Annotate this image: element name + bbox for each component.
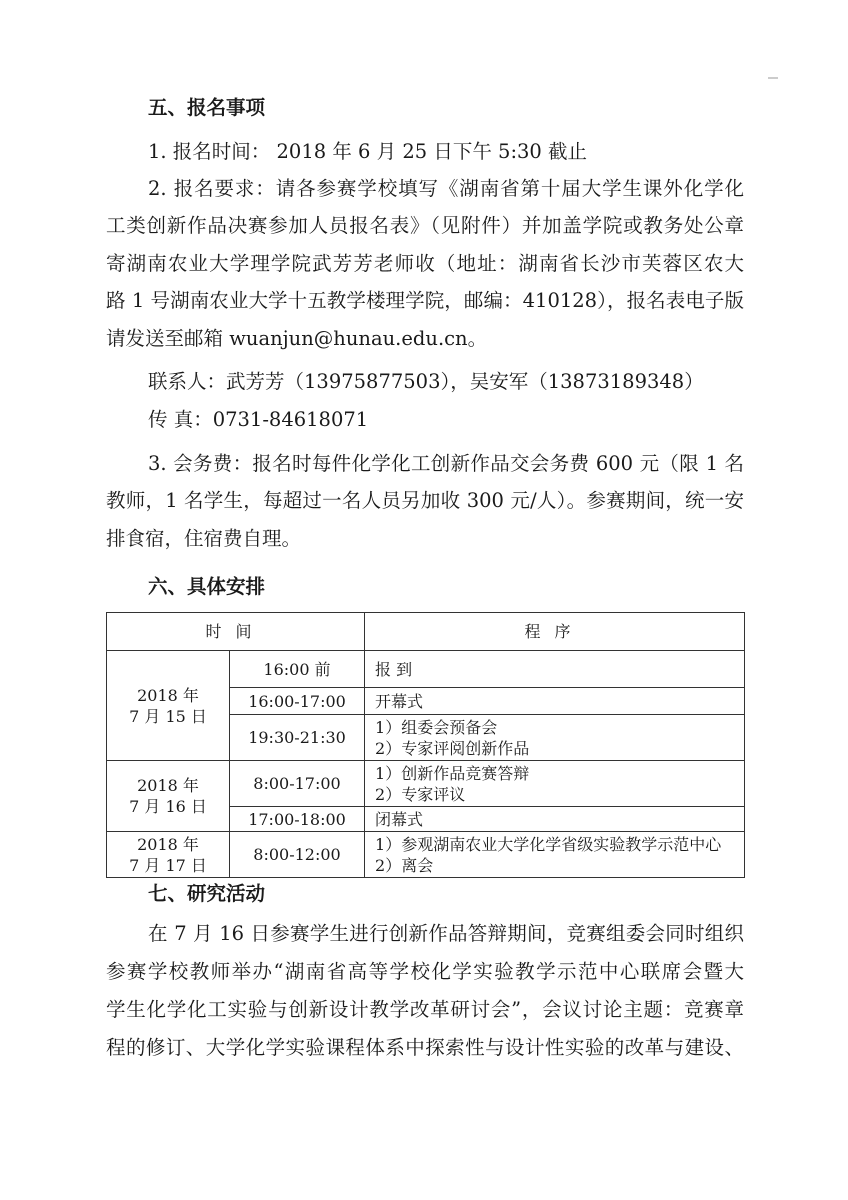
date-day: 7 月 16 日 (129, 797, 207, 816)
requirement-line-4: 路 1 号湖南农业大学十五教学楼理学院，邮编：410128），报名表电子版 (106, 289, 744, 312)
date-day: 7 月 17 日 (129, 855, 207, 875)
research-line-1: 在 7 月 16 日参赛学生进行创新作品答辩期间，竞赛组委会同时组织 (148, 922, 744, 945)
requirement-line-3: 寄湖南农业大学理学院武芳芳老师收（地址：湖南省长沙市芙蓉区农大 (106, 252, 744, 275)
program-item: 1）组委会预备会 (375, 717, 498, 737)
time-cell: 19:30-21:30 (230, 715, 365, 761)
table-header-row (107, 613, 745, 651)
program-cell (365, 651, 745, 688)
table-row (107, 651, 745, 688)
program-item: 2）专家评阅创新作品 (375, 738, 530, 758)
time-cell: 8:00-12:00 (230, 832, 365, 878)
section5-heading: 五、报名事项 (148, 96, 266, 119)
research-line-3: 学生化学化工实验与创新设计教学改革研讨会”，会议讨论主题：竞赛章 (106, 998, 744, 1021)
date-cell (107, 651, 230, 761)
requirement-line-5: 请发送至邮箱 wuanjun@hunau.edu.cn。 (106, 327, 488, 350)
time-cell: 16:00 前 (230, 651, 365, 688)
fee-line-2: 教师，1 名学生，每超过一名人员另加收 300 元/人）。参赛期间，统一安 (106, 489, 744, 512)
schedule-table (106, 612, 745, 878)
date-year: 2018 年 (137, 685, 199, 705)
fee-line-1: 3. 会务费：报名时每件化学化工创新作品交会务费 600 元（限 1 名 (148, 452, 744, 475)
requirement-line-1: 2. 报名要求：请各参赛学校填写《湖南省第十届大学生课外化学化 (148, 177, 744, 200)
table-row (107, 761, 745, 807)
program-item: 报 到 (375, 659, 413, 679)
date-cell (107, 832, 230, 878)
fee-line-3: 排食宿，住宿费自理。 (106, 527, 302, 550)
date-year: 2018 年 (137, 834, 199, 854)
section7-heading: 七、研究活动 (148, 882, 266, 905)
requirement-line-2: 工类创新作品决赛参加人员报名表》（见附件）并加盖学院或教务处公章 (106, 214, 744, 237)
time-cell: 16:00-17:00 (230, 688, 365, 715)
program-item: 1）创新作品竞赛答辩 (375, 763, 530, 783)
program-cell (365, 832, 745, 878)
fax-line: 传 真：0731-84618071 (148, 408, 369, 431)
registration-time: 1. 报名时间： 2018 年 6 月 25 日下午 5:30 截止 (148, 140, 588, 163)
section6-heading: 六、具体安排 (148, 575, 266, 598)
header-program: 程序 (365, 613, 745, 651)
program-cell (365, 807, 745, 832)
scan-mark (768, 77, 778, 79)
program-item: 开幕式 (375, 691, 424, 711)
program-cell (365, 715, 745, 761)
time-cell: 17:00-18:00 (230, 807, 365, 832)
program-item: 1）参观湖南农业大学化学省级实验教学示范中心 (375, 834, 722, 854)
contact-line: 联系人：武芳芳（13975877503），吴安军（13873189348） (148, 370, 704, 393)
header-time: 时间 (107, 613, 365, 651)
program-item: 2）离会 (375, 855, 434, 875)
table-row (107, 832, 745, 878)
date-day: 7 月 15 日 (129, 706, 207, 726)
program-cell (365, 688, 745, 715)
research-line-2: 参赛学校教师举办“湖南省高等学校化学实验教学示范中心联席会暨大 (106, 960, 744, 983)
date-cell (107, 761, 230, 832)
time-cell: 8:00-17:00 (230, 761, 365, 807)
program-item: 闭幕式 (375, 809, 424, 829)
program-item: 2）专家评议 (375, 784, 466, 804)
date-year: 2018 年 (137, 776, 199, 795)
program-cell (365, 761, 745, 807)
research-line-4: 程的修订、大学化学实验课程体系中探索性与设计性实验的改革与建设、 (106, 1036, 744, 1059)
